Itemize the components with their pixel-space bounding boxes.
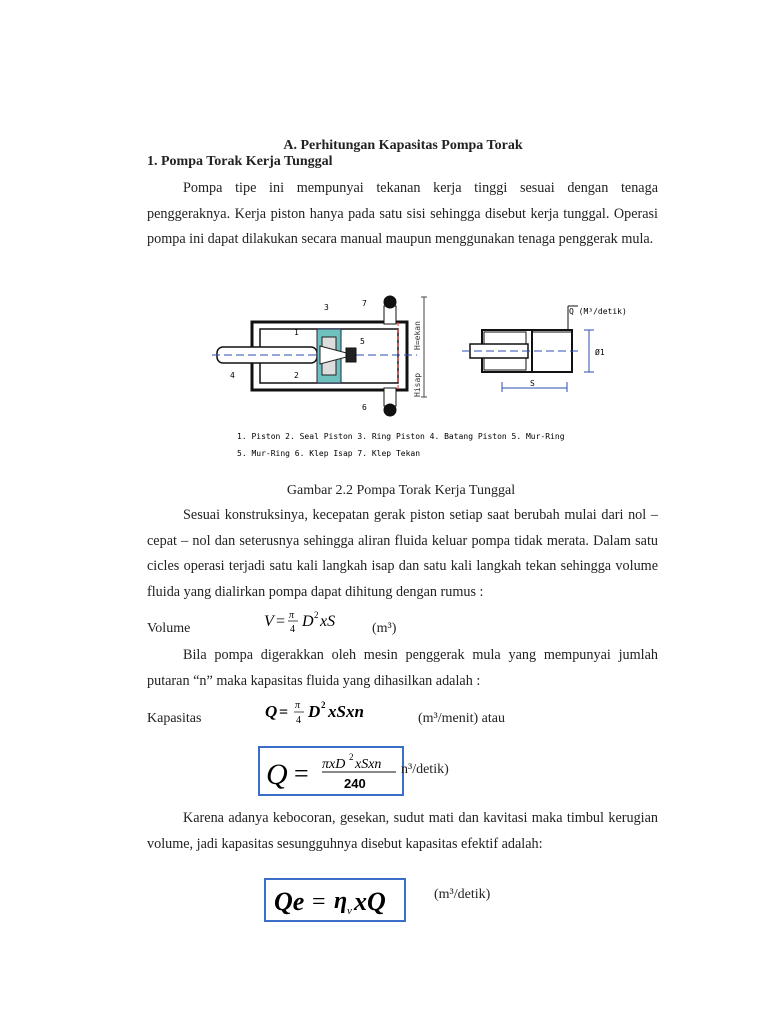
- svg-text:4: 4: [290, 624, 295, 635]
- part-number-3: 3: [324, 303, 329, 312]
- svg-text:2: 2: [314, 610, 319, 620]
- qe-unit: (m³/detik): [434, 887, 491, 902]
- svg-text:V: V: [264, 613, 274, 630]
- svg-text:xSxn: xSxn: [328, 702, 364, 721]
- svg-text:xSxn: xSxn: [355, 757, 382, 772]
- subsection-heading: 1. Pompa Torak Kerja Tunggal: [147, 154, 333, 169]
- boxed-formula-q: [258, 746, 404, 796]
- svg-text:xS: xS: [320, 613, 336, 630]
- pump-diagram: [212, 292, 632, 464]
- flow-label: Q (M³/detik): [569, 307, 627, 316]
- paragraph-capacity: Bila pompa digerakkan oleh mesin penggerak mula yang mempunyai jumlah putaran “n” maka kapasitas fluida yang dihasilkan adalah :: [147, 647, 658, 689]
- svg-text:D: D: [308, 702, 321, 721]
- svg-text:Q: Q: [265, 702, 278, 721]
- svg-text:Qe: Qe: [274, 887, 305, 916]
- stroke-label: S: [530, 379, 535, 388]
- kapasitas-formula: [263, 696, 383, 728]
- paragraph-effective: Karena adanya kebocoran, gesekan, sudut mati dan kavitasi maka timbul kerugian volume, jadi kapasitas sesungguhnya disebut kapasitas efektif adalah:: [147, 810, 658, 852]
- part-number-2: 2: [294, 371, 299, 380]
- svg-text:=: =: [312, 889, 326, 915]
- svg-text:π: π: [295, 700, 301, 711]
- part-number-1: 1: [294, 328, 299, 337]
- q-unit: n³/detik): [401, 762, 449, 777]
- kapasitas-unit: (m³/menit) atau: [418, 711, 506, 726]
- schematic-drawing: [462, 306, 594, 392]
- figure-legend-line1: 1. Piston 2. Seal Piston 3. Ring Piston 4. Batang Piston 5. Mur-Ring: [237, 432, 565, 441]
- part-number-5: 5: [360, 337, 365, 346]
- svg-text:D: D: [302, 613, 314, 630]
- paragraph-intro: Pompa tipe ini mempunyai tekanan kerja tinggi sesuai dengan tenaga penggeraknya. Kerja piston hanya pada satu sisi sehingga disebut kerja tunggal. Operasi pompa ini dapat dilakukan secara manual maupun menggunakan tenaga penggerak mula.: [147, 180, 658, 247]
- part-number-6: 6: [362, 403, 367, 412]
- figure-legend-line2: 5. Mur-Ring 6. Klep Isap 7. Klep Tekan: [237, 449, 421, 458]
- svg-text:xQ: xQ: [354, 887, 386, 916]
- figure-caption: Gambar 2.2 Pompa Torak Kerja Tunggal: [286, 483, 516, 498]
- hisap-label: Hisap: [413, 372, 422, 397]
- svg-text:=: =: [276, 613, 286, 630]
- svg-text:2: 2: [321, 700, 326, 710]
- volume-unit: (m³): [372, 621, 397, 636]
- svg-text:Q: Q: [266, 758, 288, 791]
- part-number-7: 7: [362, 299, 367, 308]
- part-number-4: 4: [230, 371, 235, 380]
- section-heading: A. Perhitungan Kapasitas Pompa Torak: [283, 138, 523, 153]
- svg-text:π: π: [289, 610, 295, 621]
- boxed-formula-qe: [264, 878, 406, 922]
- paragraph-operation: Sesuai konstruksinya, kecepatan gerak piston setiap saat berubah mulai dari nol – cepat – nol dan seterusnya sehingga aliran fluida keluar pompa tidak merata. Dalam satu cicles operasi terjadi satu kali langkah isap dan satu kali langkah tekan sehingga volume fluida yang dialirkan pompa dapat dihitung dengan rumus :: [147, 507, 658, 600]
- svg-text:240: 240: [344, 776, 366, 791]
- volume-label: Volume: [147, 621, 191, 636]
- svg-text:2: 2: [349, 752, 354, 762]
- svg-text:v: v: [347, 905, 352, 917]
- qe-equation: [266, 880, 404, 920]
- hekan-label: H=ekan: [413, 321, 422, 350]
- q-equation: [260, 748, 402, 794]
- svg-text:=: =: [279, 704, 289, 721]
- svg-text:=: =: [294, 759, 309, 788]
- svg-text:πxD: πxD: [322, 757, 346, 772]
- svg-text:4: 4: [296, 715, 301, 726]
- svg-text:η: η: [334, 888, 348, 914]
- kapasitas-label: Kapasitas: [147, 711, 202, 726]
- cylinder-drawing: [212, 296, 427, 416]
- diameter-label: Ø1: [595, 348, 605, 357]
- volume-formula: [262, 606, 352, 636]
